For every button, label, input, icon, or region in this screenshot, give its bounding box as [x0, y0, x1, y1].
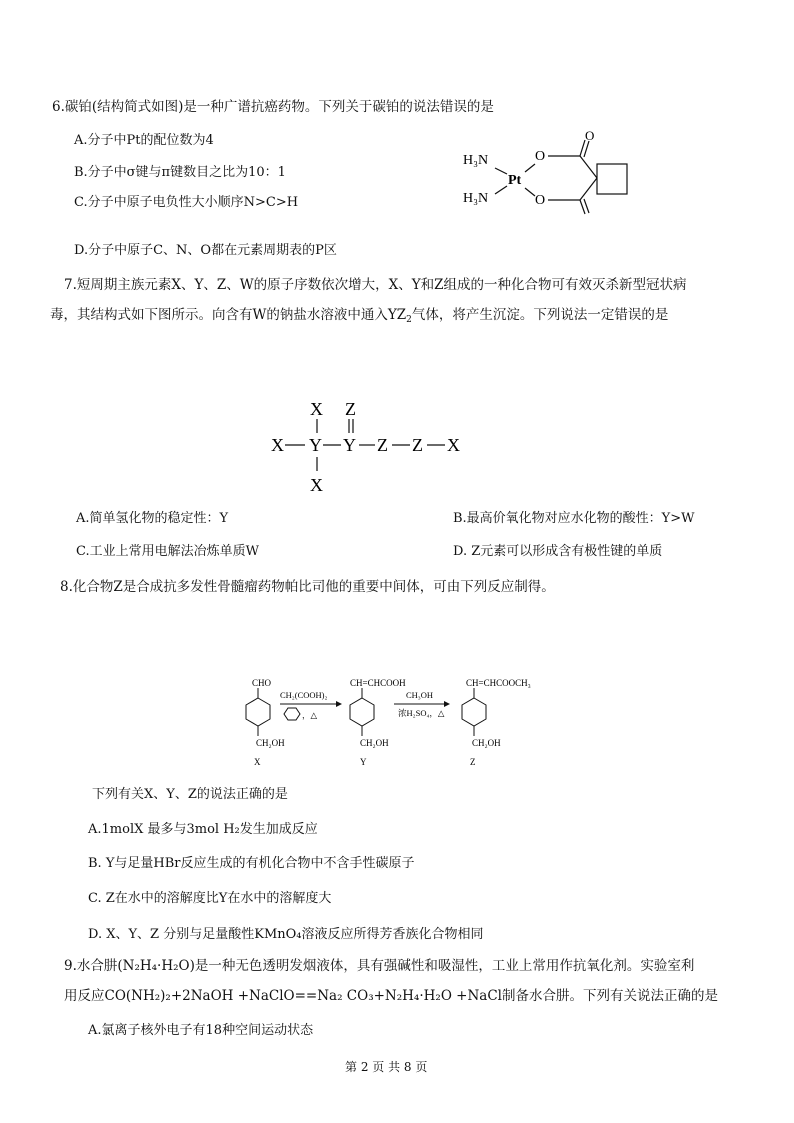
x-label: X [254, 757, 261, 767]
y-right: Y [343, 435, 356, 455]
reagent1-bottom: ，△ [302, 710, 318, 720]
q6-stem: 6.碳铂(结构简式如图)是一种广谱抗癌药物。下列关于碳铂的说法错误的是 [52, 99, 494, 115]
q9-stem-line2: 用反应CO(NH₂)₂+2NaOH +NaClO==Na₂ CO₃+N₂H₄·H₂O +NaCl制备水合肼。下列有关说法正确的是 [64, 988, 718, 1004]
x-cho: CHO [252, 678, 272, 688]
q7-option-c: C.工业上常用电解法冶炼单质W [76, 544, 259, 559]
q7-stem-line1: 7.短周期主族元素X、Y、Z、W的原子序数依次增大，X、Y和Z组成的一种化合物可有效灭杀新型冠状病 [64, 277, 687, 293]
x-bottom: X [310, 475, 323, 495]
nh3-upper: H₃N [463, 153, 489, 168]
q8-reaction-scheme [238, 672, 558, 772]
z-top: Z [345, 399, 356, 419]
z-label: Z [470, 757, 476, 767]
q6-option-c: C.分子中原子电负性大小顺序N>C>H [74, 195, 299, 210]
q6-option-d: D.分子中原子C、N、O都在元素周期表的P区 [74, 243, 337, 258]
benzene-ring-y [350, 698, 374, 726]
nh3-lower: H₃N [463, 191, 489, 206]
x-top: X [310, 399, 323, 419]
y-left: Y [309, 435, 322, 455]
q8-option-b: B. Y与足量HBr反应生成的有机化合物中不含手性碳原子 [88, 856, 415, 871]
x-left: X [271, 435, 284, 455]
benzene-ring-x [246, 698, 270, 726]
z-ch2oh: CH₂OH [472, 738, 501, 748]
z-mid-1: Z [377, 435, 388, 455]
y-side-chain: CH=CHCOOH [350, 678, 406, 688]
x-right: X [447, 435, 460, 455]
q8-stem: 8.化合物Z是合成抗多发性骨髓瘤药物帕比司他的重要中间体，可由下列反应制得。 [60, 579, 555, 595]
carboplatin-structure [455, 128, 655, 218]
x-ch2oh: CH₂OH [256, 738, 285, 748]
q8-option-a: A.1molX 最多与3mol H₂发生加成反应 [88, 822, 318, 837]
pt-atom: Pt [508, 173, 522, 188]
z-mid-2: Z [412, 435, 423, 455]
pyridine-ring [284, 708, 300, 720]
q9-option-a: A.氯离子核外电子有18种空间运动状态 [88, 1023, 314, 1038]
o-lower: O [535, 193, 546, 208]
q8-option-d: D. X、Y、Z 分别与足量酸性KMnO₄溶液反应所得芳香族化合物相同 [88, 927, 484, 942]
q7-structure [265, 395, 475, 495]
q6-option-a: A.分子中Pt的配位数为4 [74, 133, 214, 148]
benzene-ring-z [462, 698, 486, 726]
y-ch2oh: CH₂OH [360, 738, 389, 748]
reagent1-top: CH₂(COOH)₂ [280, 690, 328, 700]
q8-sub-stem: 下列有关X、Y、Z的说法正确的是 [92, 787, 288, 802]
page-footer: 第 2 页 共 8 页 [345, 1060, 428, 1074]
q6-option-b: B.分子中σ键与π键数目之比为10：1 [74, 165, 286, 180]
q7-option-d: D. Z元素可以形成含有极性键的单质 [453, 544, 663, 559]
reagent2-bottom: 浓H₂SO₄，△ [398, 708, 445, 718]
z-side-chain: CH=CHCOOCH₃ [466, 678, 531, 688]
o-upper: O [535, 149, 546, 164]
q7-option-b: B.最高价氧化物对应水化物的酸性：Y>W [453, 511, 695, 526]
q7-stem-line2: 毒，其结构式如下图所示。向含有W的钠盐水溶液中通入$YZ_2$气体，将产生沉淀。下列说法一定错误的是 [50, 307, 669, 325]
o-carbonyl-upper: O [585, 128, 595, 143]
q8-option-c: C. Z在水中的溶解度比Y在水中的溶解度大 [88, 891, 332, 906]
y-label: Y [360, 757, 367, 767]
q9-stem-line1: 9.水合肼(N₂H₄·H₂O)是一种无色透明发烟液体，具有强碱性和吸湿性，工业上常用作抗氧化剂。实验室利 [64, 958, 695, 974]
reagent2-top: CH₃OH [406, 690, 434, 700]
q7-option-a: A.简单氢化物的稳定性：Y [76, 511, 229, 526]
